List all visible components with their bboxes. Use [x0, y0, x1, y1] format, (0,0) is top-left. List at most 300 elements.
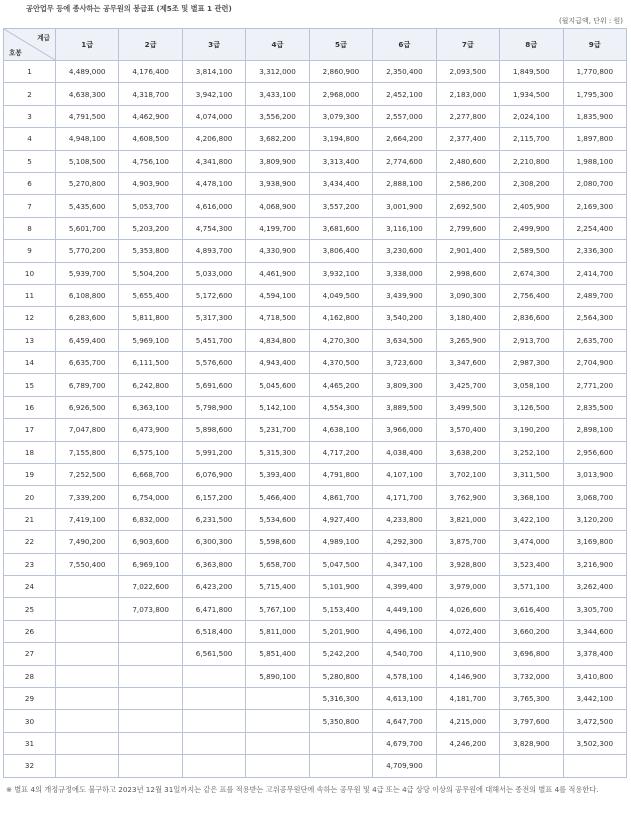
- step-cell: 24: [4, 575, 56, 597]
- salary-cell: 4,461,900: [246, 262, 309, 284]
- table-row: [4, 195, 627, 217]
- salary-cell: 5,101,900: [309, 575, 372, 597]
- table-row: [4, 396, 627, 418]
- empty-cell: [119, 620, 182, 642]
- salary-cell: 2,589,500: [500, 240, 563, 262]
- salary-cell: 3,634,500: [373, 329, 436, 351]
- salary-cell: 3,660,200: [500, 620, 563, 642]
- salary-cell: 6,969,100: [119, 553, 182, 575]
- step-cell: 3: [4, 105, 56, 127]
- salary-cell: 5,231,700: [246, 419, 309, 441]
- salary-cell: 1,770,800: [563, 61, 627, 83]
- step-cell: 23: [4, 553, 56, 575]
- salary-cell: 4,478,100: [182, 172, 245, 194]
- salary-cell: 5,451,700: [182, 329, 245, 351]
- salary-cell: 3,938,900: [246, 172, 309, 194]
- empty-cell: [182, 687, 245, 709]
- salary-cell: 5,172,600: [182, 284, 245, 306]
- step-cell: 17: [4, 419, 56, 441]
- salary-cell: 5,047,500: [309, 553, 372, 575]
- empty-cell: [56, 643, 119, 665]
- salary-cell: 1,835,900: [563, 105, 627, 127]
- salary-cell: 5,466,400: [246, 486, 309, 508]
- empty-cell: [246, 710, 309, 732]
- salary-cell: 6,459,400: [56, 329, 119, 351]
- salary-cell: 6,903,600: [119, 531, 182, 553]
- salary-cell: 6,668,700: [119, 464, 182, 486]
- salary-cell: 3,090,300: [436, 284, 499, 306]
- empty-cell: [119, 710, 182, 732]
- salary-cell: 3,762,900: [436, 486, 499, 508]
- step-cell: 14: [4, 352, 56, 374]
- salary-cell: 3,702,100: [436, 464, 499, 486]
- salary-cell: 3,966,000: [373, 419, 436, 441]
- salary-cell: 7,155,800: [56, 441, 119, 463]
- table-row: [4, 262, 627, 284]
- salary-cell: 3,809,300: [373, 374, 436, 396]
- empty-cell: [182, 755, 245, 777]
- step-cell: 10: [4, 262, 56, 284]
- salary-cell: 5,317,300: [182, 307, 245, 329]
- salary-cell: 2,860,900: [309, 61, 372, 83]
- salary-cell: 2,956,600: [563, 441, 627, 463]
- salary-cell: 4,489,000: [56, 61, 119, 83]
- salary-cell: 5,969,100: [119, 329, 182, 351]
- salary-cell: 7,047,800: [56, 419, 119, 441]
- table-row: [4, 710, 627, 732]
- salary-cell: 3,425,700: [436, 374, 499, 396]
- step-cell: 32: [4, 755, 56, 777]
- empty-cell: [119, 687, 182, 709]
- salary-cell: 7,490,200: [56, 531, 119, 553]
- salary-cell: 3,828,900: [500, 732, 563, 754]
- salary-cell: 5,898,600: [182, 419, 245, 441]
- table-row: [4, 553, 627, 575]
- salary-cell: 5,601,700: [56, 217, 119, 239]
- table-row: [4, 374, 627, 396]
- step-cell: 18: [4, 441, 56, 463]
- salary-cell: 6,283,600: [56, 307, 119, 329]
- salary-cell: 2,674,300: [500, 262, 563, 284]
- salary-cell: 6,471,800: [182, 598, 245, 620]
- table-row: [4, 105, 627, 127]
- salary-cell: 3,696,800: [500, 643, 563, 665]
- empty-cell: [119, 732, 182, 754]
- salary-cell: 4,943,400: [246, 352, 309, 374]
- table-row: [4, 128, 627, 150]
- salary-cell: 3,194,800: [309, 128, 372, 150]
- salary-cell: 4,638,100: [309, 419, 372, 441]
- step-cell: 5: [4, 150, 56, 172]
- salary-cell: 4,578,100: [373, 665, 436, 687]
- table-row: [4, 598, 627, 620]
- table-row: [4, 83, 627, 105]
- salary-cell: 3,262,400: [563, 575, 627, 597]
- step-cell: 7: [4, 195, 56, 217]
- salary-cell: 3,265,900: [436, 329, 499, 351]
- salary-cell: 2,998,600: [436, 262, 499, 284]
- salary-cell: 2,414,700: [563, 262, 627, 284]
- salary-cell: 4,608,500: [119, 128, 182, 150]
- salary-cell: 4,215,000: [436, 710, 499, 732]
- step-cell: 22: [4, 531, 56, 553]
- salary-cell: 2,756,400: [500, 284, 563, 306]
- salary-cell: 4,330,900: [246, 240, 309, 262]
- corner-step-label: 호봉: [9, 49, 22, 57]
- salary-cell: 3,434,400: [309, 172, 372, 194]
- step-cell: 28: [4, 665, 56, 687]
- grade-header-3: 3급: [182, 29, 245, 61]
- salary-cell: 4,206,800: [182, 128, 245, 150]
- salary-cell: 2,913,700: [500, 329, 563, 351]
- salary-cell: 3,344,600: [563, 620, 627, 642]
- salary-cell: 4,465,200: [309, 374, 372, 396]
- salary-cell: 6,473,900: [119, 419, 182, 441]
- salary-cell: 3,765,300: [500, 687, 563, 709]
- salary-cell: 5,851,400: [246, 643, 309, 665]
- empty-cell: [56, 665, 119, 687]
- salary-cell: 3,556,200: [246, 105, 309, 127]
- salary-cell: 4,074,000: [182, 105, 245, 127]
- table-row: [4, 643, 627, 665]
- step-cell: 29: [4, 687, 56, 709]
- salary-cell: 5,142,100: [246, 396, 309, 418]
- salary-cell: 3,252,100: [500, 441, 563, 463]
- salary-cell: 2,836,600: [500, 307, 563, 329]
- salary-cell: 2,888,100: [373, 172, 436, 194]
- salary-cell: 4,903,900: [119, 172, 182, 194]
- step-cell: 8: [4, 217, 56, 239]
- table-row: [4, 217, 627, 239]
- salary-cell: 5,658,700: [246, 553, 309, 575]
- salary-cell: 4,146,900: [436, 665, 499, 687]
- table-row: [4, 61, 627, 83]
- salary-cell: 5,655,400: [119, 284, 182, 306]
- salary-cell: 5,811,000: [246, 620, 309, 642]
- table-row: [4, 531, 627, 553]
- empty-cell: [56, 710, 119, 732]
- salary-cell: 4,717,200: [309, 441, 372, 463]
- salary-cell: 5,203,200: [119, 217, 182, 239]
- salary-cell: 5,045,600: [246, 374, 309, 396]
- table-row: [4, 575, 627, 597]
- salary-cell: 3,422,100: [500, 508, 563, 530]
- salary-cell: 2,835,500: [563, 396, 627, 418]
- salary-cell: 4,754,300: [182, 217, 245, 239]
- salary-cell: 3,442,100: [563, 687, 627, 709]
- table-row: [4, 441, 627, 463]
- salary-cell: 5,598,600: [246, 531, 309, 553]
- salary-cell: 3,120,200: [563, 508, 627, 530]
- salary-cell: 3,079,300: [309, 105, 372, 127]
- salary-cell: 2,987,300: [500, 352, 563, 374]
- salary-cell: 2,771,200: [563, 374, 627, 396]
- salary-cell: 6,076,900: [182, 464, 245, 486]
- salary-cell: 5,576,600: [182, 352, 245, 374]
- salary-cell: 2,692,500: [436, 195, 499, 217]
- table-row: [4, 240, 627, 262]
- salary-cell: 5,315,300: [246, 441, 309, 463]
- empty-cell: [119, 643, 182, 665]
- salary-cell: 2,405,900: [500, 195, 563, 217]
- salary-cell: 2,169,300: [563, 195, 627, 217]
- step-cell: 13: [4, 329, 56, 351]
- salary-cell: 6,832,000: [119, 508, 182, 530]
- salary-cell: 5,108,500: [56, 150, 119, 172]
- step-cell: 27: [4, 643, 56, 665]
- salary-cell: 2,080,700: [563, 172, 627, 194]
- salary-cell: 3,472,500: [563, 710, 627, 732]
- salary-cell: 4,026,600: [436, 598, 499, 620]
- step-cell: 15: [4, 374, 56, 396]
- salary-cell: 3,523,400: [500, 553, 563, 575]
- salary-cell: 5,715,400: [246, 575, 309, 597]
- salary-cell: 3,169,800: [563, 531, 627, 553]
- salary-cell: 2,489,700: [563, 284, 627, 306]
- salary-cell: 7,339,200: [56, 486, 119, 508]
- salary-cell: 2,586,200: [436, 172, 499, 194]
- salary-cell: 4,292,300: [373, 531, 436, 553]
- salary-cell: 4,989,100: [309, 531, 372, 553]
- grade-header-7: 7급: [436, 29, 499, 61]
- empty-cell: [56, 620, 119, 642]
- salary-cell: 3,723,600: [373, 352, 436, 374]
- salary-cell: 3,571,100: [500, 575, 563, 597]
- salary-cell: 4,449,100: [373, 598, 436, 620]
- empty-cell: [563, 755, 627, 777]
- salary-cell: 4,638,300: [56, 83, 119, 105]
- salary-cell: 5,811,800: [119, 307, 182, 329]
- salary-cell: 3,216,900: [563, 553, 627, 575]
- salary-cell: 4,834,800: [246, 329, 309, 351]
- salary-cell: 1,897,800: [563, 128, 627, 150]
- salary-cell: 3,570,400: [436, 419, 499, 441]
- salary-cell: 2,452,100: [373, 83, 436, 105]
- salary-cell: 2,898,100: [563, 419, 627, 441]
- salary-cell: 2,115,700: [500, 128, 563, 150]
- salary-cell: 2,499,900: [500, 217, 563, 239]
- salary-cell: 5,767,100: [246, 598, 309, 620]
- salary-cell: 3,474,000: [500, 531, 563, 553]
- salary-cell: 3,410,800: [563, 665, 627, 687]
- empty-cell: [309, 755, 372, 777]
- salary-cell: 3,681,600: [309, 217, 372, 239]
- step-cell: 4: [4, 128, 56, 150]
- grade-header-1: 1급: [56, 29, 119, 61]
- salary-cell: 2,557,000: [373, 105, 436, 127]
- table-row: [4, 419, 627, 441]
- table-row: [4, 329, 627, 351]
- table-row: [4, 486, 627, 508]
- salary-cell: 6,231,500: [182, 508, 245, 530]
- empty-cell: [182, 665, 245, 687]
- salary-cell: 1,849,500: [500, 61, 563, 83]
- salary-cell: 4,233,800: [373, 508, 436, 530]
- salary-cell: 4,399,400: [373, 575, 436, 597]
- salary-cell: 2,564,300: [563, 307, 627, 329]
- salary-cell: 3,875,700: [436, 531, 499, 553]
- table-row: [4, 352, 627, 374]
- empty-cell: [182, 710, 245, 732]
- salary-cell: 7,022,600: [119, 575, 182, 597]
- salary-cell: 3,616,400: [500, 598, 563, 620]
- salary-cell: 3,979,000: [436, 575, 499, 597]
- step-cell: 30: [4, 710, 56, 732]
- table-row: [4, 665, 627, 687]
- salary-cell: 6,561,500: [182, 643, 245, 665]
- page-title: 공안업무 등에 종사하는 공무원의 봉급표 (제5조 및 별표 1 관련): [26, 4, 232, 13]
- salary-cell: 3,190,200: [500, 419, 563, 441]
- empty-cell: [246, 755, 309, 777]
- salary-cell: 2,093,500: [436, 61, 499, 83]
- salary-cell: 5,435,600: [56, 195, 119, 217]
- corner-grade-label: 계급: [37, 34, 50, 42]
- salary-cell: 4,554,300: [309, 396, 372, 418]
- empty-cell: [119, 755, 182, 777]
- step-cell: 12: [4, 307, 56, 329]
- salary-cell: 4,893,700: [182, 240, 245, 262]
- salary-cell: 4,679,700: [373, 732, 436, 754]
- salary-cell: 5,280,800: [309, 665, 372, 687]
- salary-cell: 6,111,500: [119, 352, 182, 374]
- salary-cell: 3,806,400: [309, 240, 372, 262]
- salary-cell: 3,932,100: [309, 262, 372, 284]
- footnote: ※ 별표 4의 개정규정에도 불구하고 2023년 12월 31일까지는 같은 표를 적용받는 고위공무원단에 속하는 공무원 및 4급 또는 4급 상당 이상의 공무원에 대해서는 종전의 별표 4를 적용한다.: [6, 785, 599, 794]
- empty-cell: [56, 598, 119, 620]
- salary-cell: 3,557,200: [309, 195, 372, 217]
- table-row: [4, 150, 627, 172]
- salary-cell: 3,638,200: [436, 441, 499, 463]
- salary-cell: 5,353,800: [119, 240, 182, 262]
- empty-cell: [56, 755, 119, 777]
- salary-cell: 4,176,400: [119, 61, 182, 83]
- salary-cell: 5,242,200: [309, 643, 372, 665]
- salary-cell: 4,462,900: [119, 105, 182, 127]
- salary-cell: 6,926,500: [56, 396, 119, 418]
- salary-cell: 6,157,200: [182, 486, 245, 508]
- salary-cell: 3,809,900: [246, 150, 309, 172]
- grade-header-4: 4급: [246, 29, 309, 61]
- salary-cell: 6,575,100: [119, 441, 182, 463]
- salary-cell: 4,709,900: [373, 755, 436, 777]
- salary-cell: 7,419,100: [56, 508, 119, 530]
- salary-cell: 4,927,400: [309, 508, 372, 530]
- salary-cell: 3,682,200: [246, 128, 309, 150]
- salary-cell: 5,991,200: [182, 441, 245, 463]
- salary-cell: 4,107,100: [373, 464, 436, 486]
- salary-cell: 2,336,300: [563, 240, 627, 262]
- step-cell: 26: [4, 620, 56, 642]
- salary-cell: 4,270,300: [309, 329, 372, 351]
- step-cell: 19: [4, 464, 56, 486]
- salary-cell: 1,795,300: [563, 83, 627, 105]
- salary-cell: 3,814,100: [182, 61, 245, 83]
- salary-cell: 6,635,700: [56, 352, 119, 374]
- empty-cell: [309, 732, 372, 754]
- step-cell: 11: [4, 284, 56, 306]
- salary-cell: 4,181,700: [436, 687, 499, 709]
- salary-cell: 4,341,800: [182, 150, 245, 172]
- step-cell: 16: [4, 396, 56, 418]
- salary-cell: 3,378,400: [563, 643, 627, 665]
- salary-cell: 2,480,600: [436, 150, 499, 172]
- salary-cell: 3,338,000: [373, 262, 436, 284]
- salary-cell: 3,068,700: [563, 486, 627, 508]
- salary-cell: 4,791,800: [309, 464, 372, 486]
- table-row: [4, 307, 627, 329]
- salary-cell: 4,861,700: [309, 486, 372, 508]
- step-cell: 1: [4, 61, 56, 83]
- salary-cell: 4,110,900: [436, 643, 499, 665]
- empty-cell: [182, 732, 245, 754]
- salary-cell: 4,540,700: [373, 643, 436, 665]
- salary-cell: 5,939,700: [56, 262, 119, 284]
- salary-cell: 5,033,000: [182, 262, 245, 284]
- salary-cell: 4,616,000: [182, 195, 245, 217]
- salary-cell: 3,502,300: [563, 732, 627, 754]
- salary-cell: 4,318,700: [119, 83, 182, 105]
- salary-cell: 2,308,200: [500, 172, 563, 194]
- salary-cell: 5,798,900: [182, 396, 245, 418]
- salary-cell: 6,789,700: [56, 374, 119, 396]
- salary-cell: 3,942,100: [182, 83, 245, 105]
- salary-cell: 3,499,500: [436, 396, 499, 418]
- salary-cell: 4,068,900: [246, 195, 309, 217]
- salary-cell: 3,312,000: [246, 61, 309, 83]
- salary-cell: 5,316,300: [309, 687, 372, 709]
- salary-cell: 6,108,800: [56, 284, 119, 306]
- salary-cell: 7,252,500: [56, 464, 119, 486]
- step-cell: 6: [4, 172, 56, 194]
- salary-cell: 6,518,400: [182, 620, 245, 642]
- salary-cell: 3,347,600: [436, 352, 499, 374]
- salary-cell: 4,594,100: [246, 284, 309, 306]
- salary-cell: 3,001,900: [373, 195, 436, 217]
- salary-cell: 1,934,500: [500, 83, 563, 105]
- step-cell: 31: [4, 732, 56, 754]
- salary-cell: 4,613,100: [373, 687, 436, 709]
- salary-cell: 6,363,800: [182, 553, 245, 575]
- grade-header-8: 8급: [500, 29, 563, 61]
- salary-cell: 7,073,800: [119, 598, 182, 620]
- salary-cell: 3,889,500: [373, 396, 436, 418]
- grade-header-6: 6급: [373, 29, 436, 61]
- salary-cell: 6,300,300: [182, 531, 245, 553]
- grade-header-5: 5급: [309, 29, 372, 61]
- salary-cell: 4,756,100: [119, 150, 182, 172]
- step-cell: 25: [4, 598, 56, 620]
- salary-cell: 2,635,700: [563, 329, 627, 351]
- salary-cell: 2,277,800: [436, 105, 499, 127]
- salary-cell: 4,347,100: [373, 553, 436, 575]
- salary-cell: 2,704,900: [563, 352, 627, 374]
- empty-cell: [246, 732, 309, 754]
- salary-cell: 2,774,600: [373, 150, 436, 172]
- salary-cell: 3,797,600: [500, 710, 563, 732]
- step-cell: 2: [4, 83, 56, 105]
- empty-cell: [56, 687, 119, 709]
- salary-cell: 2,664,200: [373, 128, 436, 150]
- salary-cell: 2,254,400: [563, 217, 627, 239]
- salary-cell: 3,126,500: [500, 396, 563, 418]
- step-cell: 9: [4, 240, 56, 262]
- salary-cell: 5,691,600: [182, 374, 245, 396]
- unit-note: (월지급액, 단위 : 원): [558, 17, 623, 25]
- salary-cell: 2,901,400: [436, 240, 499, 262]
- salary-cell: 2,210,800: [500, 150, 563, 172]
- salary-cell: 3,433,100: [246, 83, 309, 105]
- pay-table: [3, 28, 627, 778]
